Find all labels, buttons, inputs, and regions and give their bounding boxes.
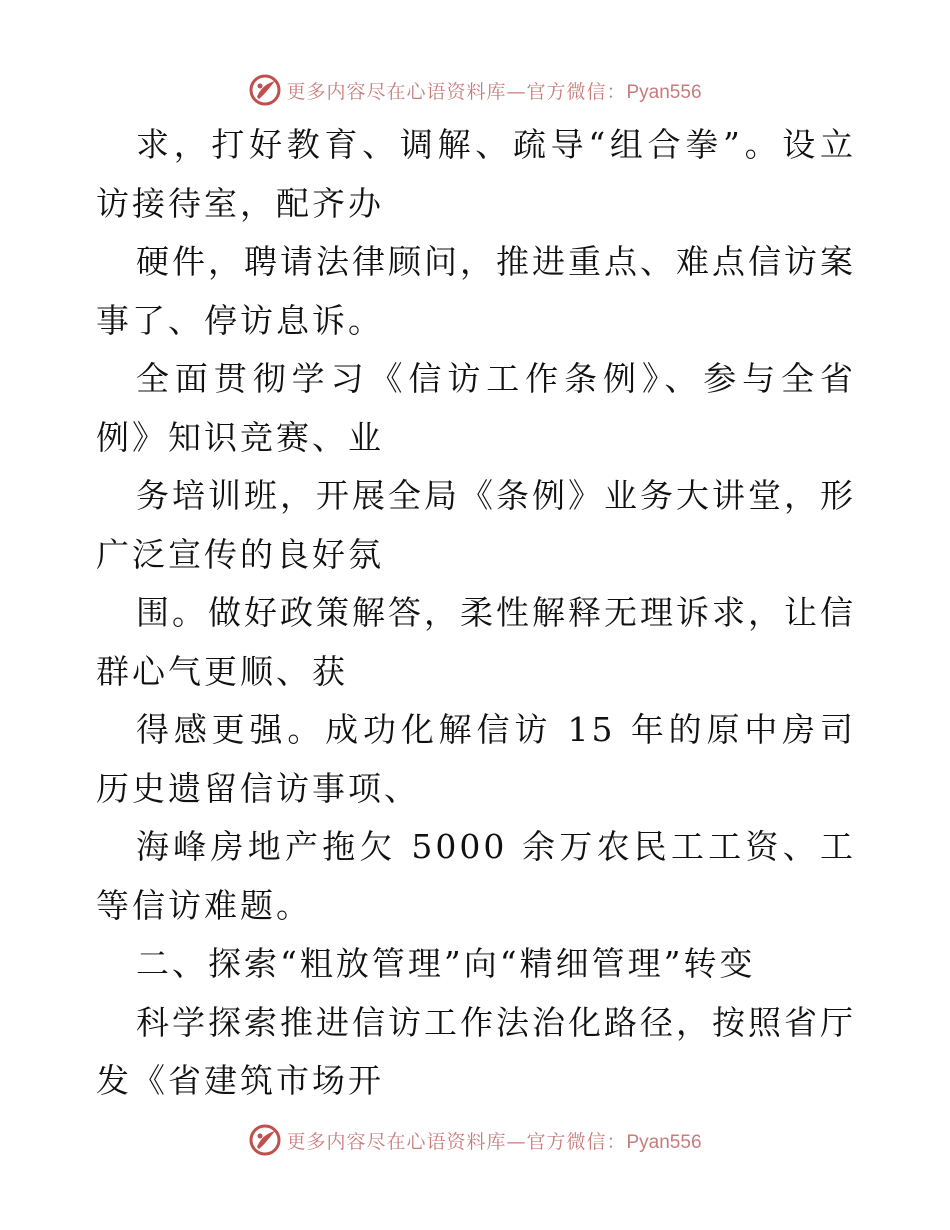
text-line: 访接待室，配齐办 <box>96 183 384 223</box>
header-banner <box>0 70 950 110</box>
footer-wechat-id: Pyan556 <box>626 1131 702 1153</box>
header-banner-text: 更多内容尽在心语资料库—官方微信：Pyan556 <box>286 80 702 103</box>
document-body <box>96 116 856 1111</box>
text-line: 围。做好政策解答，柔性解释无理诉求，让信 <box>136 593 856 632</box>
text-line: 硬件，聘请法律顾问，推进重点、难点信访案 <box>136 242 856 281</box>
text-line: 得感更强。成功化解信访 15 年的原中房司 <box>136 710 856 749</box>
text-line: 广泛宣传的良好氛 <box>96 534 384 574</box>
text-line: 历史遗留信访事项、 <box>96 768 420 808</box>
logo-icon <box>248 73 282 107</box>
text-line: 发《省建筑市场开 <box>96 1061 384 1100</box>
text-line: 等信访难题。 <box>96 885 312 925</box>
footer-banner <box>0 1120 950 1160</box>
footer-banner-text: 更多内容尽在心语资料库—官方微信：Pyan556 <box>286 1130 702 1153</box>
text-line: 事了、停访息诉。 <box>96 300 384 340</box>
header-wechat-id: Pyan556 <box>626 81 702 103</box>
text-line: 务培训班，开展全局《条例》业务大讲堂，形 <box>136 476 856 515</box>
text-line: 群心气更顺、获 <box>96 651 348 691</box>
text-line: 全面贯彻学习《信访工作条例》、参与全省 <box>136 359 856 398</box>
text-line: 科学探索推进信访工作法治化路径，按照省厅 <box>136 1002 856 1042</box>
text-line: 例》知识竞赛、业 <box>96 417 384 457</box>
text-line: 求，打好教育、调解、疏导“组合拳”。设立 <box>136 125 856 164</box>
logo-icon <box>248 1123 282 1157</box>
text-line: 海峰房地产拖欠 5000 余万农民工工资、工 <box>136 827 856 866</box>
section-heading: 二、探索“粗放管理”向“精细管理”转变 <box>136 944 756 983</box>
